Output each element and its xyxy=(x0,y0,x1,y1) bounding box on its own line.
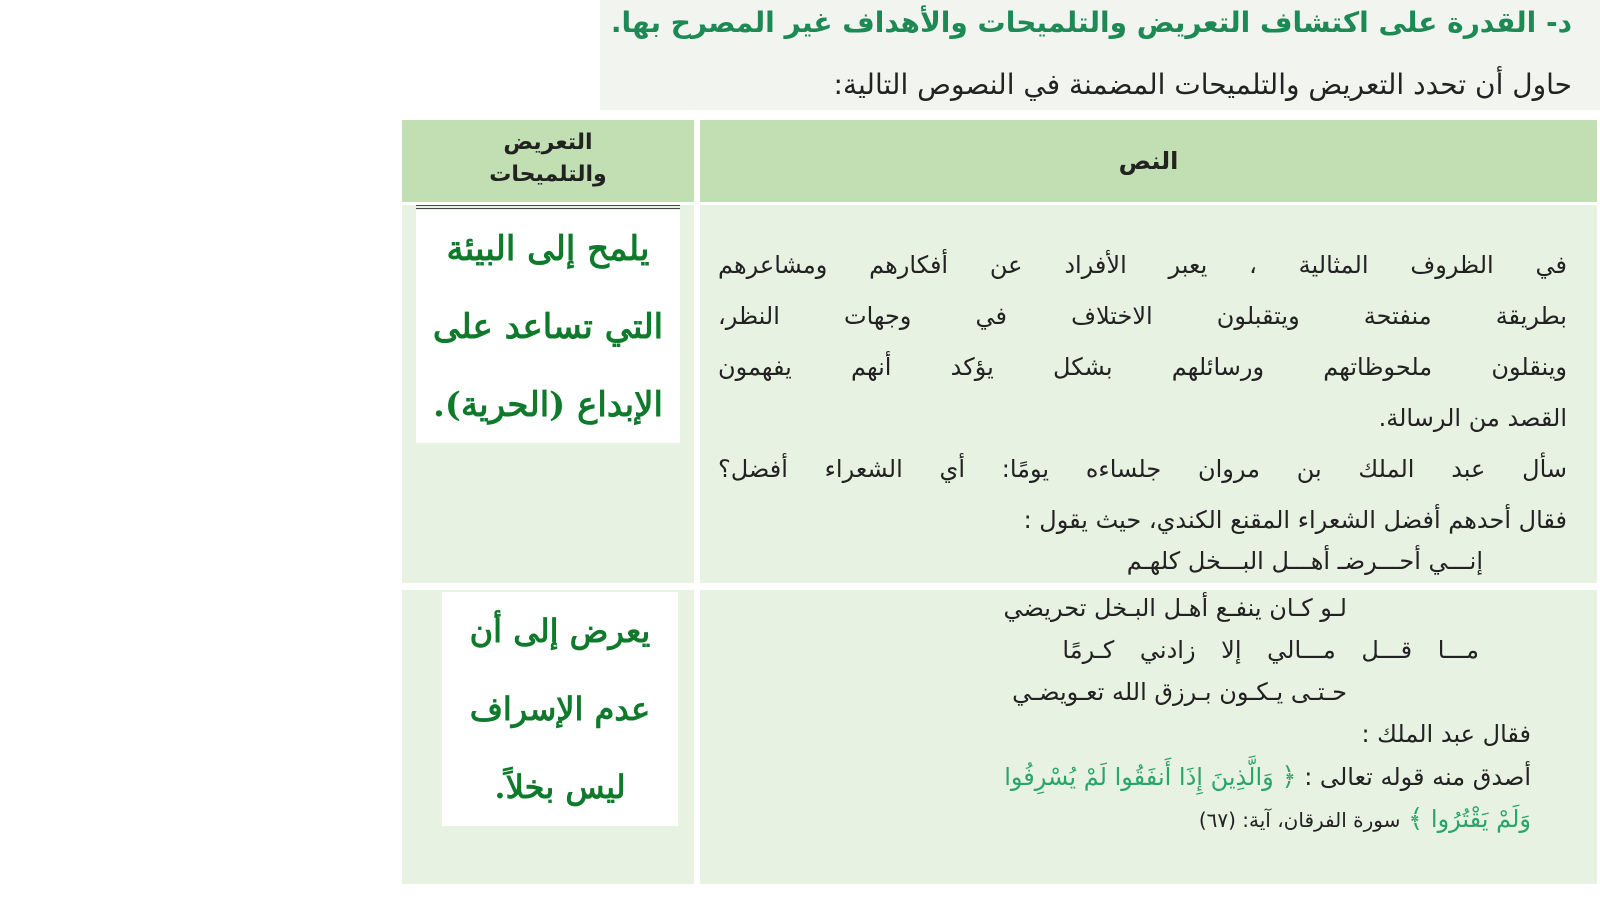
header-label-hints-1: التعريض xyxy=(503,130,593,155)
row2-answer-box xyxy=(442,592,678,826)
row2-poem-line: مـــا قـــل مـــالي إلا زادني كـرمًا xyxy=(1062,636,1479,664)
row2-poem-line: لـو كـان ينفـع أهـل البـخل تحريضي xyxy=(1003,594,1347,622)
row1-answer-line: الإبداع (الحرية). xyxy=(433,385,663,425)
row1-paragraph xyxy=(718,240,1567,546)
row1-answer-box xyxy=(416,210,680,443)
row1-hints-cell xyxy=(402,205,694,583)
row1-line: فقال أحدهم أفضل الشعراء المقنع الكندي، حيث يقول : xyxy=(1023,506,1567,534)
ornament-open-icon: ﴿ xyxy=(1281,762,1297,792)
row2-text-cell xyxy=(700,590,1597,884)
row2-hints-cell xyxy=(402,590,694,884)
row-divider xyxy=(402,583,1600,590)
quote-intro: أصدق منه قوله تعالى : xyxy=(1304,763,1531,791)
double-rule-top xyxy=(416,205,680,206)
header-label-text: النص xyxy=(1118,147,1179,175)
row1-line: في الظروف المثالية ، يعبر الأفراد عن أفكارهم ومشاعرهم xyxy=(718,251,1567,279)
row2-answer-line: عدم الإسراف xyxy=(469,690,651,728)
row1-poem-line: إنـــي أحـــرضـ أهـــل البـــخل كلهـم xyxy=(1126,547,1483,575)
row1-text-cell xyxy=(700,205,1597,583)
row2-answer-line: ليس بخلاً. xyxy=(494,768,626,806)
double-rule-bottom xyxy=(416,208,680,209)
instruction-text: حاول أن تحدد التعريض والتلميحات المضمنة في النصوص التالية: xyxy=(833,68,1572,101)
header-cell-text xyxy=(700,120,1597,202)
header-label-hints-2: والتلميحات xyxy=(489,162,607,187)
verse-part-2: وَلَمْ يَقْتُرُوا xyxy=(1430,805,1531,833)
surah-citation: سورة الفرقان، آية: (٦٧) xyxy=(1198,808,1401,832)
quran-line-1 xyxy=(1004,762,1531,792)
row2-answer-line: يعرض إلى أن xyxy=(469,612,651,650)
ornament-close-icon: ﴾ xyxy=(1408,804,1424,834)
row1-answer-line: التي تساعد على xyxy=(432,307,664,347)
section-heading: د- القدرة على اكتشاف التعريض والتلميحات والأهداف غير المصرح بها. xyxy=(610,6,1572,39)
row2-poem-line: حـتـى يـكـون بـرزق الله تعـويضـي xyxy=(1012,678,1347,706)
row1-line: القصد من الرسالة. xyxy=(1378,404,1567,432)
row1-line: وينقلون ملحوظاتهم ورسائلهم بشكل يؤكد أنهم يفهمون xyxy=(718,353,1567,381)
row1-line: سأل عبد الملك بن مروان جلساءه يومًا: أي الشعراء أفضل؟ xyxy=(718,455,1567,483)
header-cell-hints xyxy=(402,120,694,202)
row1-answer-line: يلمح إلى البيئة xyxy=(446,229,650,269)
verse-part-1: وَالَّذِينَ إِذَا أَنفَقُوا لَمْ يُسْرِفُوا xyxy=(1004,763,1274,791)
quran-line-2 xyxy=(1199,804,1531,834)
row1-line: بطريقة منفتحة ويتقبلون الاختلاف في وجهات النظر، xyxy=(718,302,1567,330)
response-intro: فقال عبد الملك : xyxy=(1361,720,1531,748)
